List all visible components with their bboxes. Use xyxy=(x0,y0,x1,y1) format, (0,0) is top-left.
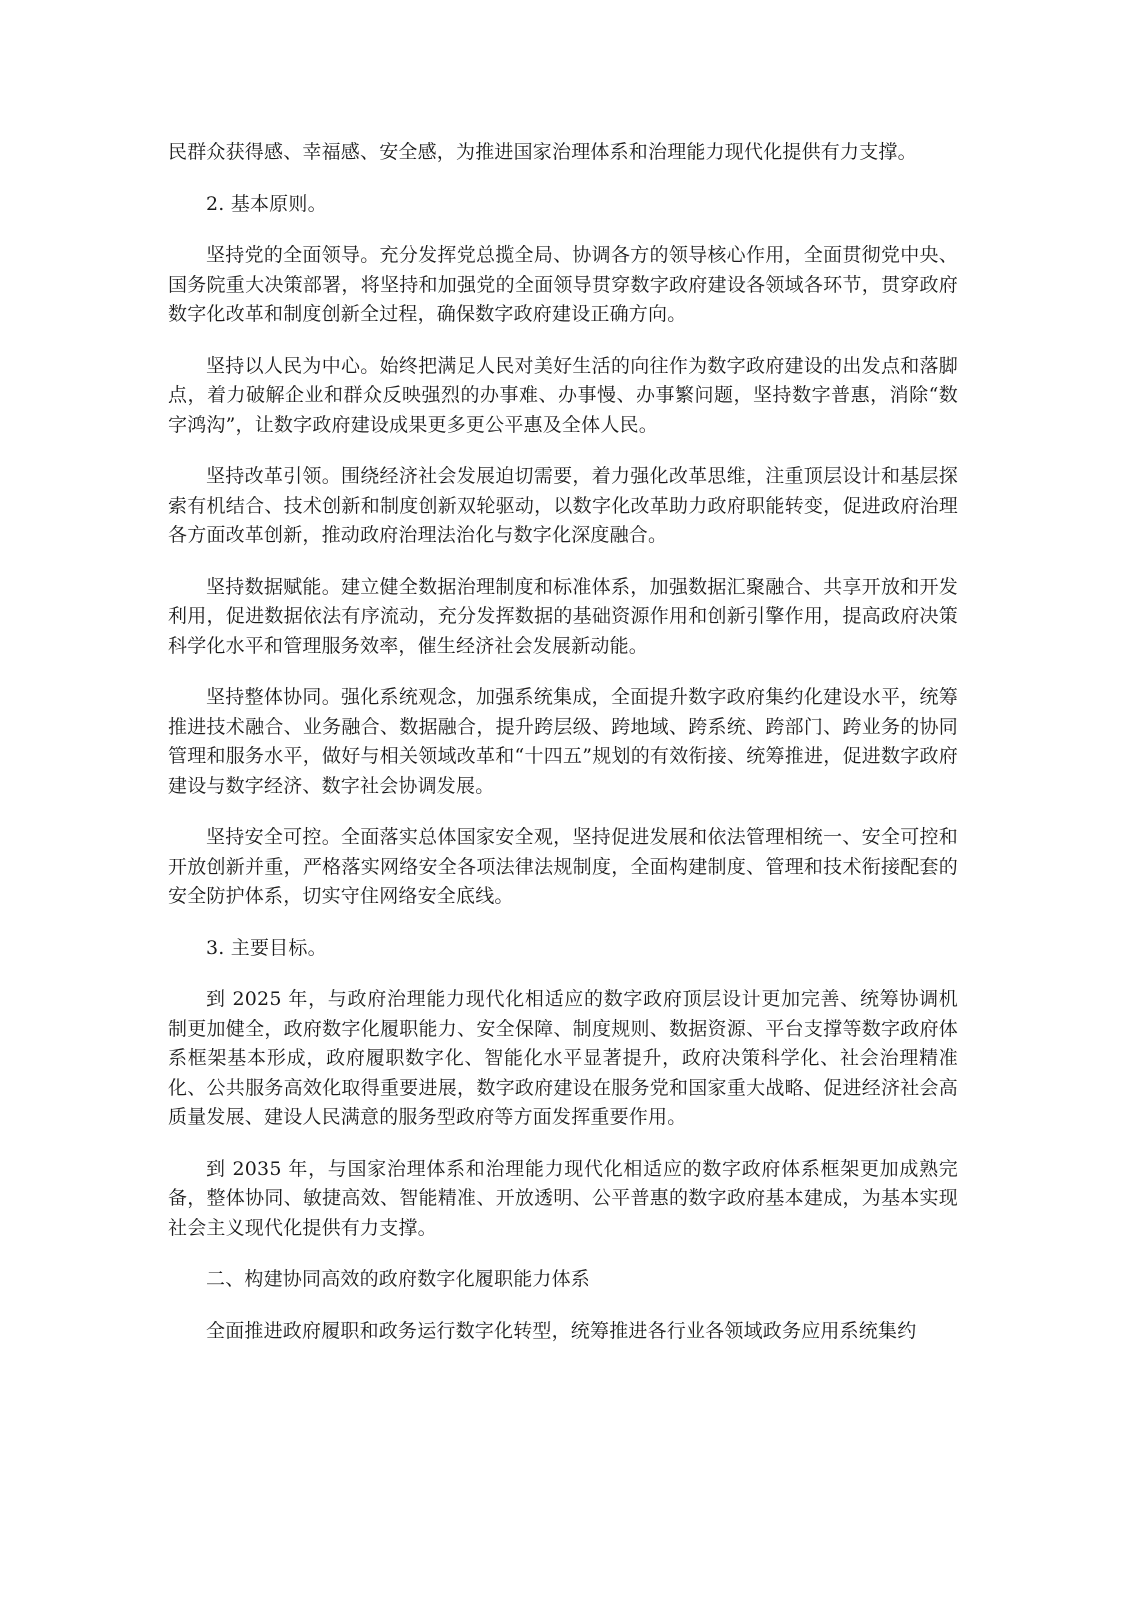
paragraph-digital-transformation: 全面推进政府履职和政务运行数字化转型，统筹推进各行业各领域政务应用系统集约 xyxy=(206,1319,917,1342)
document-body xyxy=(168,138,958,1368)
paragraph-security-control: 坚持安全可控。全面落实总体国家安全观，坚持促进发展和依法管理相统一、安全可控和开放创新并重，严格落实网络安全各项法律法规制度，全面构建制度、管理和技术衔接配套的安全防护体系，切实守住网络安全底线。 xyxy=(168,826,958,907)
paragraph-party-leadership: 坚持党的全面领导。充分发挥党总揽全局、协调各方的领导核心作用，全面贯彻党中央、国务院重大决策部署，将坚持和加强党的全面领导贯穿数字政府建设各领域各环节，贯穿政府数字化改革和制度创新全过程，确保数字政府建设正确方向。 xyxy=(168,244,958,325)
paragraph-data-empowerment: 坚持数据赋能。建立健全数据治理制度和标准体系，加强数据汇聚融合、共享开放和开发利用，促进数据依法有序流动，充分发挥数据的基础资源作用和创新引擎作用，提高政府决策科学化水平和管理服务效率，催生经济社会发展新动能。 xyxy=(168,575,958,657)
paragraph-goal-2035: 到 2035 年，与国家治理体系和治理能力现代化相适应的数字政府体系框架更加成熟完备，整体协同、敏捷高效、智能精准、开放透明、公平普惠的数字政府基本建成，为基本实现社会主义现代化提供有力支撑。 xyxy=(168,1157,958,1239)
section-heading-basic-principles: 2. 基本原则。 xyxy=(206,192,327,215)
paragraph-overall-coordination: 坚持整体协同。强化系统观念，加强系统集成，全面提升数字政府集约化建设水平，统筹推进技术融合、业务融合、数据融合，提升跨层级、跨地域、跨系统、跨部门、跨业务的协同管理和服务水平，做好与相关领域改革和“十四五”规划的有效衔接、统筹推进，促进数字政府建设与数字经济、数字社会协调发展。 xyxy=(168,686,958,797)
paragraph-continuation: 民群众获得感、幸福感、安全感，为推进国家治理体系和治理能力现代化提供有力支撑。 xyxy=(168,141,917,163)
section-heading-chapter-two: 二、构建协同高效的政府数字化履职能力体系 xyxy=(206,1268,591,1290)
section-heading-main-goals: 3. 主要目标。 xyxy=(206,936,327,959)
paragraph-people-centered: 坚持以人民为中心。始终把满足人民对美好生活的向往作为数字政府建设的出发点和落脚点，着力破解企业和群众反映强烈的办事难、办事慢、办事繁问题，坚持数字普惠，消除“数字鸿沟”，让数字政府建设成果更多更公平惠及全体人民。 xyxy=(168,354,958,436)
paragraph-goal-2025: 到 2025 年，与政府治理能力现代化相适应的数字政府顶层设计更加完善、统筹协调机制更加健全，政府数字化履职能力、安全保障、制度规则、数据资源、平台支撑等数字政府体系框架基本形成，政府履职数字化、智能化水平显著提升，政府决策科学化、社会治理精准化、公共服务高效化取得重要进展，数字政府建设在服务党和国家重大战略、促进经济社会高质量发展、建设人民满意的服务型政府等方面发挥重要作用。 xyxy=(168,988,958,1128)
paragraph-reform-leading: 坚持改革引领。围绕经济社会发展迫切需要，着力强化改革思维，注重顶层设计和基层探索有机结合、技术创新和制度创新双轮驱动，以数字化改革助力政府职能转变，促进政府治理各方面改革创新，推动政府治理法治化与数字化深度融合。 xyxy=(168,465,958,546)
